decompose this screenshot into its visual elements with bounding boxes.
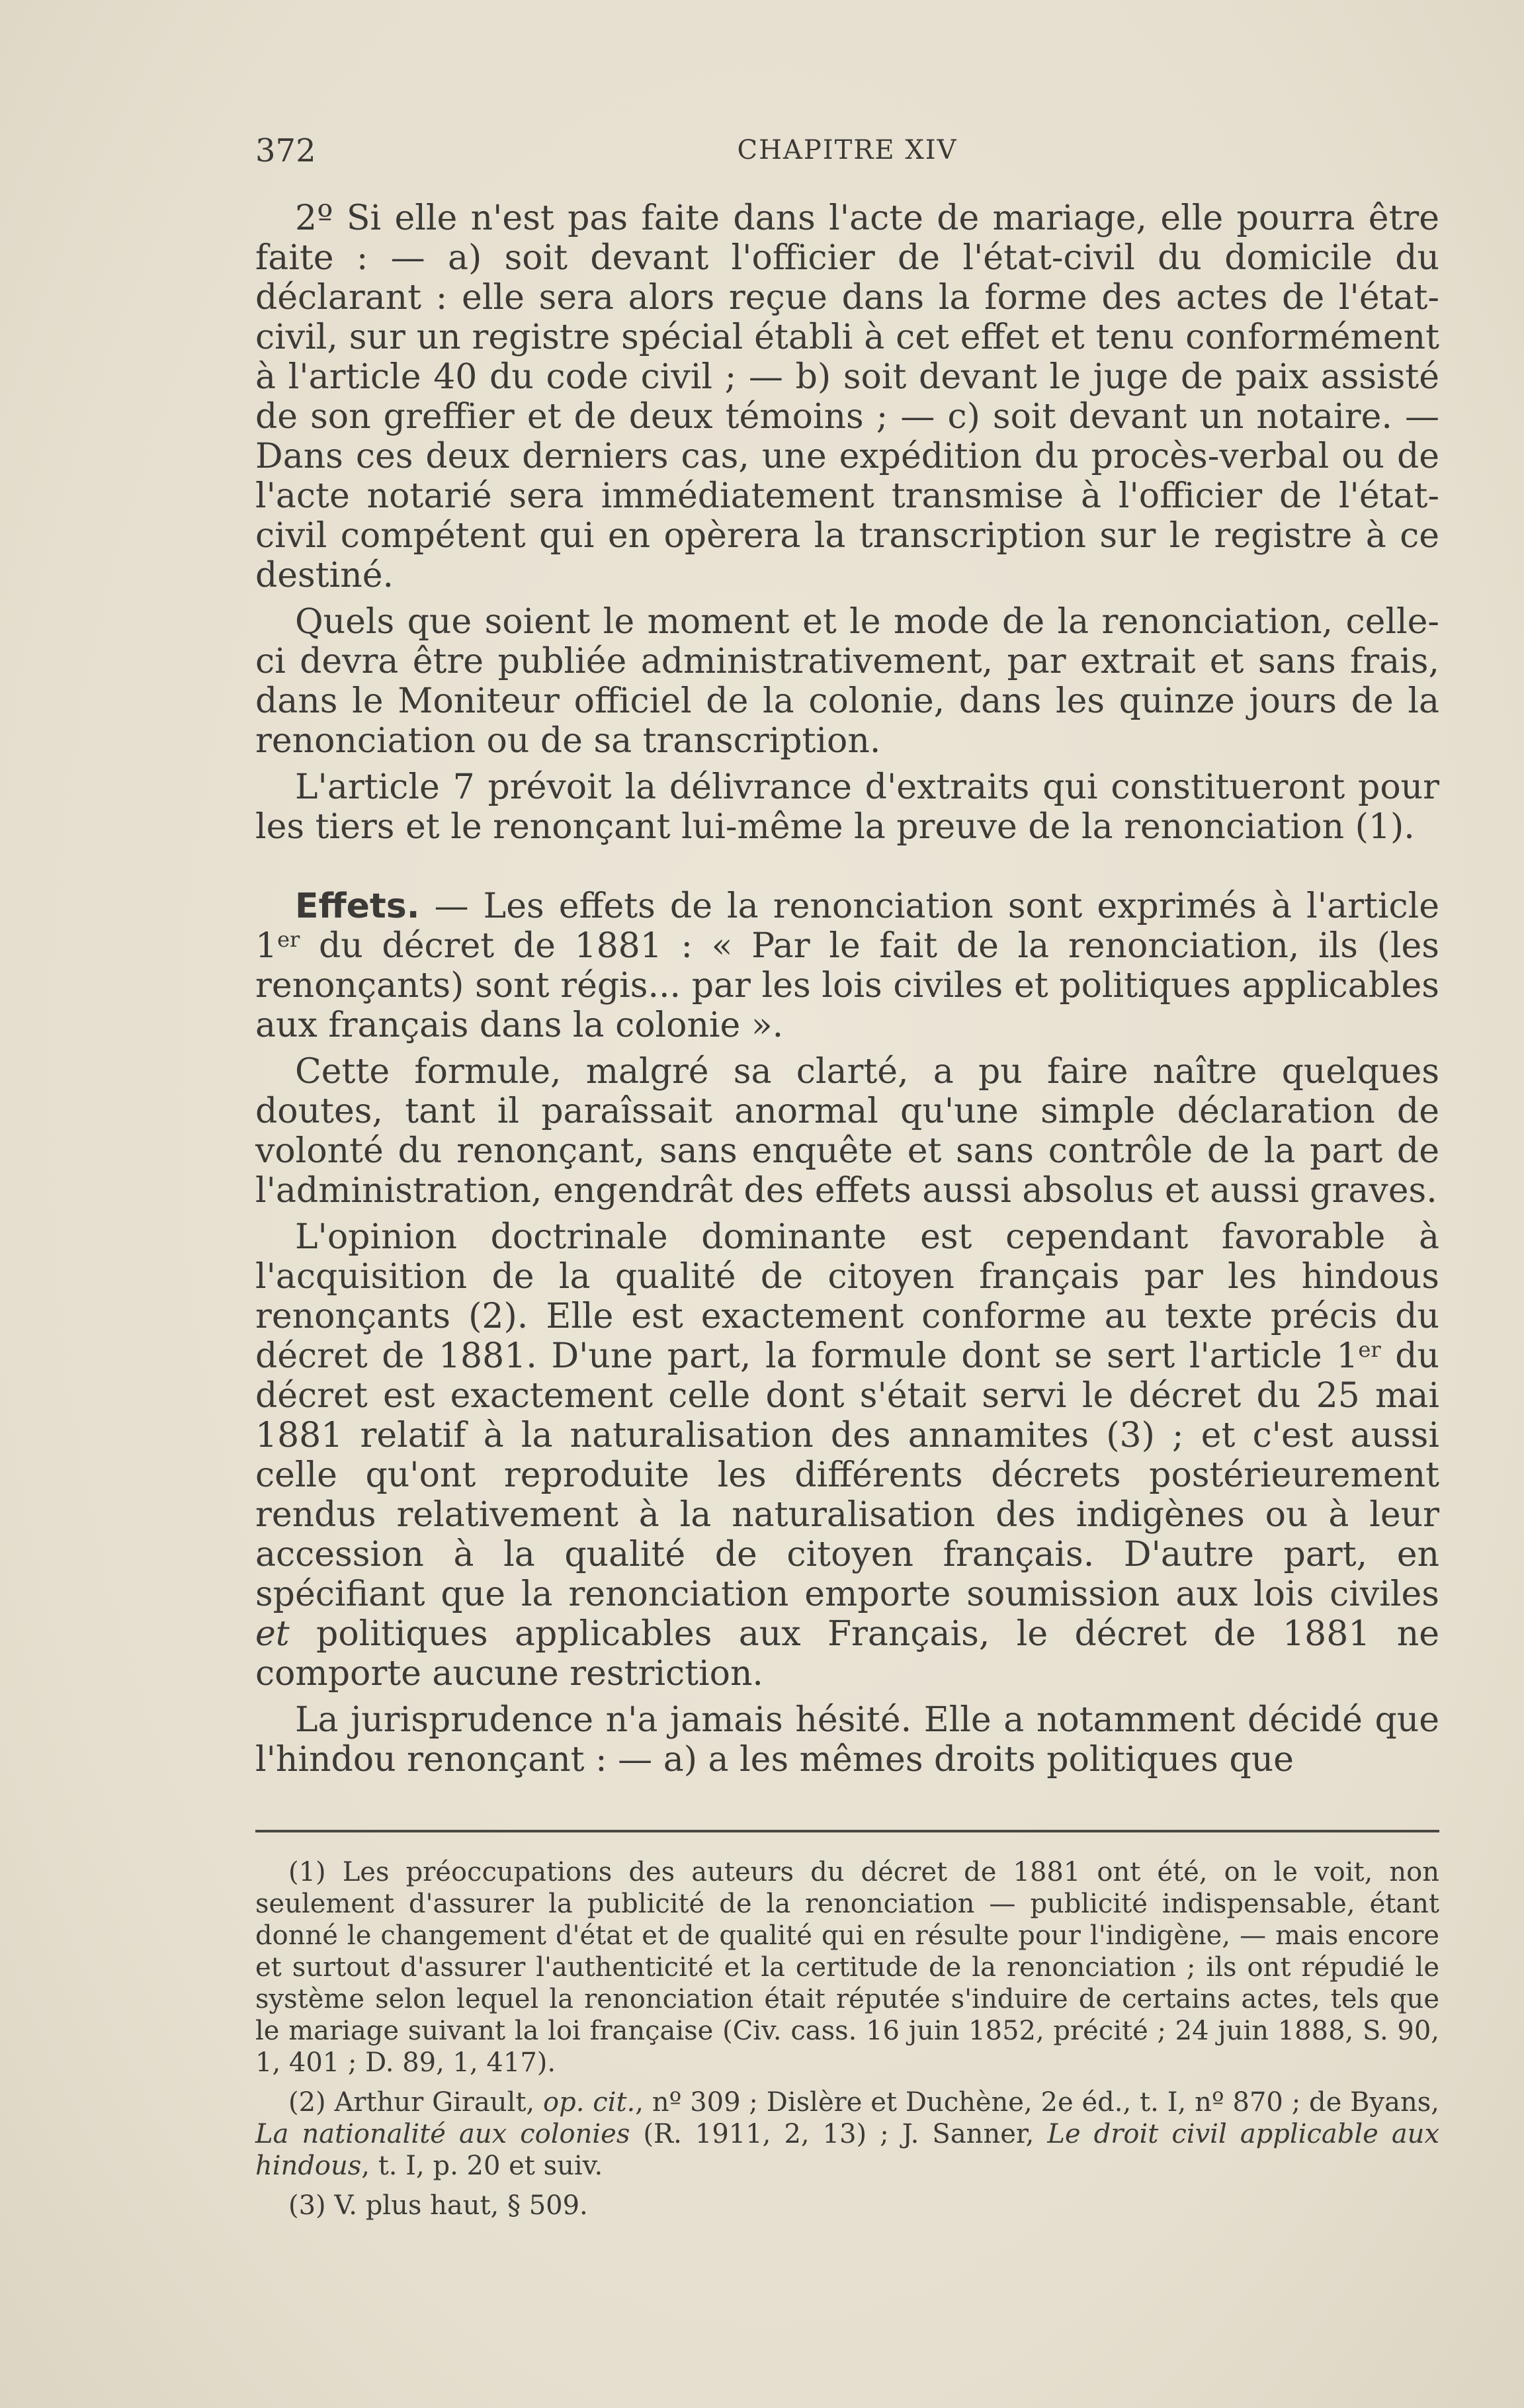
running-header (255, 132, 1439, 172)
book-title: Le droit civil applicable aux hindous (255, 2119, 1439, 2181)
paragraph-declaration-forms: 2º Si elle n'est pas faite dans l'acte de mariage, elle pourra être faite : — a) soit devant l'officier de l'état-civil du domicile du déclarant : elle sera alors reçue dans la forme des actes de l'état-civil, sur un registre spécial établi à cet effet et tenu conformément à l'article 40 du code civil ; — b) soit devant le juge de paix assisté de son greffier et de deux témoins ; — c) soit devant un notaire. — Dans ces deux derniers cas, une expédition du procès-verbal ou de l'acte notarié sera immédiatement transmise à l'officier de l'état-civil compétent qui en opèrera la transcription sur le registre à ce destiné. (255, 198, 1439, 595)
page-number: 372 (255, 132, 316, 169)
paragraph-doctrine (255, 1217, 1439, 1694)
footnote-3: (3) V. plus haut, § 509. (288, 2190, 588, 2221)
paragraph-formula-doubts: Cette formule, malgré sa clarté, a pu faire naître quelques doutes, tant il paraîssait anormal qu'une simple déclaration de volonté du renonçant, sans enquête et sans contrôle de la part de l'administration, engendrât des effets aussi absolus et aussi graves. (255, 1052, 1439, 1211)
footnote-text: (R. 1911, 2, 13) ; J. Sanner, (630, 2119, 1048, 2149)
footnotes (255, 1856, 1439, 2229)
footnote-separator (255, 1830, 1439, 1832)
footnote-text: (2) Arthur Girault, (288, 2087, 543, 2118)
book-title: La nationalité aux colonies (255, 2119, 630, 2149)
superscript: er (1358, 1337, 1381, 1362)
superscript: er (277, 927, 300, 952)
chapter-title: CHAPITRE XIV (737, 135, 958, 165)
emphasis: op. cit. (543, 2087, 636, 2118)
paragraph-text: — Les effets de la renonciation sont exprimés à l'article 1 (255, 886, 1439, 966)
paragraph-text: politiques applicables aux Français, le décret de 1881 ne comporte aucune restriction. (255, 1614, 1439, 1694)
paragraph-extracts: L'article 7 prévoit la délivrance d'extraits qui constitueront pour les tiers et le renonçant lui-même la preuve de la renonciation (1). (255, 767, 1439, 847)
footnote-text: , nº 309 ; Dislère et Duchène, 2e éd., t. I, nº 870 ; de Byans, (635, 2087, 1439, 2118)
paragraph-text: du décret de 1881 : « Par le fait de la renonciation, ils (les renonçants) sont régis... par les lois civiles et politiques applicables aux français dans la colonie ». (255, 926, 1439, 1045)
paragraph-text: L'opinion doctrinale dominante est cependant favorable à l'acquisition de la qualité de citoyen français par les hindous renonçants (2). Elle est exactement conforme au texte précis du décret de 1881. D'une part, la formule dont se sert l'article 1 (255, 1217, 1439, 1376)
paragraph-publication: Quels que soient le moment et le mode de la renonciation, celle-ci devra être publiée administrativement, par extrait et sans frais, dans le Moniteur officiel de la colonie, dans les quinze jours de la renonciation ou de sa transcription. (255, 602, 1439, 761)
main-text (255, 198, 1439, 1786)
footnote-2 (255, 2086, 1439, 2182)
paragraph-text: du décret est exactement celle dont s'était servi le décret du 25 mai 1881 relatif à la naturalisation des annamites (3) ; et c'est aussi celle qu'ont reproduite les différents décrets postérieurement rendus relativement à la naturalisation des indigènes ou à leur accession à la qualité de citoyen français. D'autre part, en spécifiant que la renonciation emporte soumission aux lois civiles (255, 1336, 1440, 1614)
footnote-text: , t. I, p. 20 et suiv. (361, 2151, 603, 2181)
emphasis: et (255, 1614, 290, 1654)
paragraph-jurisprudence: La jurisprudence n'a jamais hésité. Elle a notamment décidé que l'hindou renonçant : — a) a les mêmes droits politiques que (255, 1700, 1439, 1780)
footnote-1: (1) Les préoccupations des auteurs du décret de 1881 ont été, on le voit, non seulement d'assurer la publicité de la renonciation — publicité indispensable, étant donné le changement d'état et de qualité qui en résulte pour l'indigène, — mais encore et surtout d'assurer l'authenticité et la certitude de la renonciation ; ils ont répudié le système selon lequel la renonciation était réputée s'induire de certains actes, tels que le mariage suivant la loi française (Civ. cass. 16 juin 1852, précité ; 24 juin 1888, S. 90, 1, 401 ; D. 89, 1, 417). (255, 1857, 1439, 2078)
section-heading: Effets. (295, 886, 420, 926)
paragraph-effets (255, 886, 1439, 1045)
